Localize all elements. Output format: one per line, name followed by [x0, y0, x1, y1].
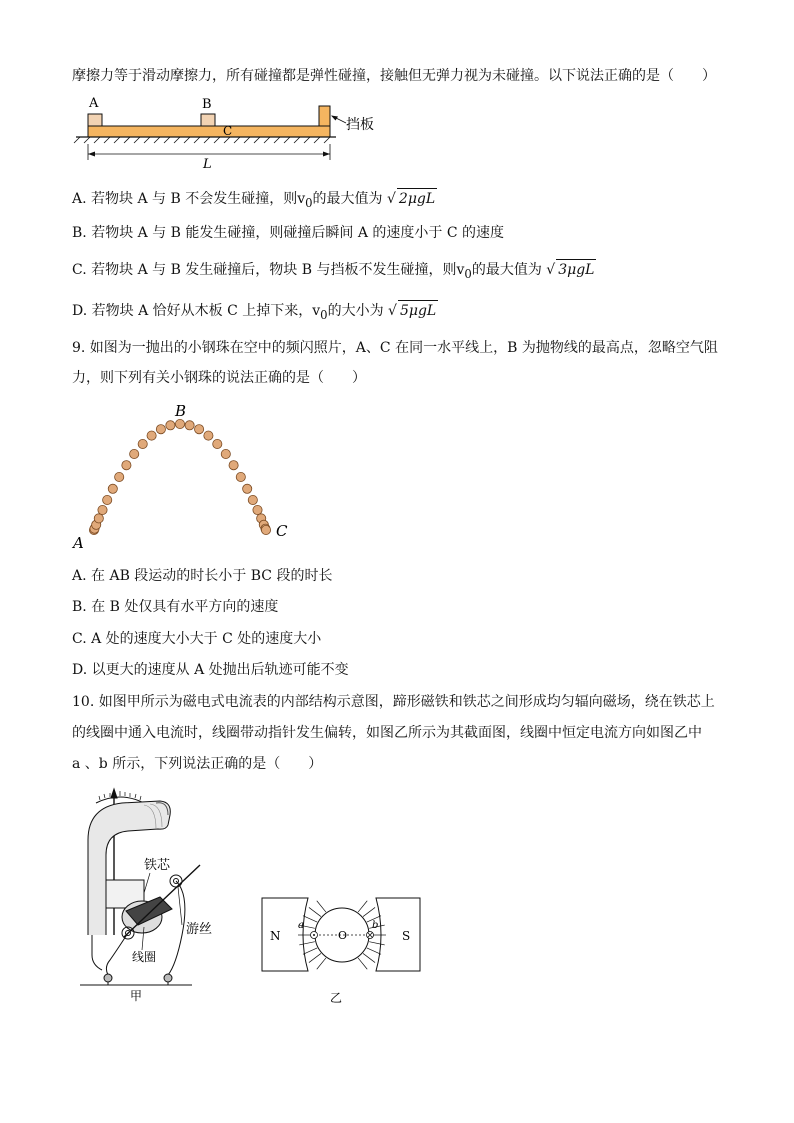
field-line	[303, 948, 317, 954]
steel-bead	[221, 449, 230, 458]
caption-jia: 甲	[130, 989, 143, 1003]
steel-bead	[98, 505, 107, 514]
steel-bead	[243, 484, 252, 493]
label-core: 铁芯	[144, 858, 171, 873]
steel-bead	[185, 421, 194, 430]
steel-bead	[147, 431, 156, 440]
q9-option-d: D. 以更大的速度从 A 处抛出后轨迹可能不变	[72, 662, 349, 678]
steel-bead	[248, 495, 257, 504]
q9-stem-line1: 9. 如图为一抛出的小钢珠在空中的频闪照片，A、C 在同一水平线上，B 为抛物线的最高点，忽略空气阻	[72, 340, 718, 356]
q8-option-c: C. 若物块 A 与 B 发生碰撞后，物块 B 与挡板不发生碰撞，则$v_0$的最大值为 √ 3μgL	[72, 259, 596, 284]
steel-bead	[261, 525, 270, 534]
steel-bead	[229, 461, 238, 470]
q10-stem-line2: 的线圈中通入电流时，线圈带动指针发生偏转，如图乙所示为其截面图，线圈中恒定电流方向如图乙中	[72, 725, 702, 741]
q9-option-c: C. A 处的速度大小大于 C 处的速度大小	[72, 631, 322, 647]
steel-bead	[204, 431, 213, 440]
caption-yi: 乙	[330, 991, 343, 1005]
label-c: C	[276, 522, 288, 540]
field-line	[367, 948, 381, 954]
label-s: S	[402, 929, 411, 943]
steel-bead	[166, 421, 175, 430]
q8-option-a: A. 若物块 A 与 B 不会发生碰撞，则$v_0$的最大值为 √ 2μgL	[72, 188, 437, 213]
field-line	[358, 958, 367, 969]
q8-option-d: D. 若物块 A 恰好从木板 C 上掉下来，$v_0$的大小为 √ 5μgL	[72, 300, 438, 325]
steel-bead	[115, 472, 124, 481]
field-line	[309, 907, 321, 916]
steel-bead	[138, 439, 147, 448]
steel-bead	[236, 472, 245, 481]
field-line	[303, 916, 317, 922]
label-o: O	[338, 929, 348, 942]
label-plate: 挡板	[346, 117, 374, 133]
steel-bead	[195, 425, 204, 434]
q9-parabola-figure	[70, 400, 300, 555]
label-b: b	[372, 920, 379, 931]
steel-bead	[94, 514, 103, 523]
field-line	[363, 907, 375, 916]
field-line	[358, 901, 367, 912]
steel-bead	[130, 449, 139, 458]
label-c: C	[223, 124, 233, 138]
q10-stem-line1: 10. 如图甲所示为磁电式电流表的内部结构示意图，蹄形磁铁和铁芯之间形成均匀辐向磁场，绕在铁芯上	[72, 694, 715, 710]
field-line	[309, 953, 321, 962]
q10-stem-line3: a 、b 所示，下列说法正确的是（ ）	[72, 756, 323, 772]
label-a: A	[89, 96, 99, 111]
board-c	[88, 126, 330, 137]
label-a: a	[298, 920, 304, 931]
q9-stem-line2: 力，则下列有关小钢珠的说法正确的是（ ）	[72, 370, 366, 386]
field-line	[317, 958, 326, 969]
block-b	[201, 114, 215, 126]
field-line	[317, 901, 326, 912]
steel-bead	[108, 484, 117, 493]
steel-bead	[253, 505, 262, 514]
q8-stem-tail: 摩擦力等于滑动摩擦力，所有碰撞都是弹性碰撞，接触但无弹力视为未碰撞。以下说法正确的是（ ）	[72, 68, 716, 84]
label-spring: 游丝	[186, 922, 213, 937]
q8-option-b: B. 若物块 A 与 B 能发生碰撞，则碰撞后瞬间 A 的速度小于 C 的速度	[72, 225, 505, 241]
steel-bead	[122, 461, 131, 470]
block-a	[88, 114, 102, 126]
steel-bead	[156, 425, 165, 434]
steel-bead	[103, 495, 112, 504]
label-b: B	[175, 402, 187, 420]
field-line	[363, 953, 375, 962]
q9-option-b: B. 在 B 处仅具有水平方向的速度	[72, 599, 279, 615]
galvanometer-figure-jia	[72, 785, 222, 1005]
cross-section-figure-yi	[260, 895, 424, 1007]
label-n: N	[270, 929, 281, 943]
label-a: A	[73, 534, 84, 552]
steel-bead	[213, 439, 222, 448]
label-l: L	[203, 157, 212, 172]
label-coil: 线圈	[132, 950, 157, 964]
label-b: B	[202, 97, 212, 112]
baffle	[319, 106, 330, 126]
q9-option-a: A. 在 AB 段运动的时长小于 BC 段的时长	[72, 568, 333, 584]
q8-board-figure	[70, 92, 390, 174]
steel-bead	[175, 419, 184, 428]
